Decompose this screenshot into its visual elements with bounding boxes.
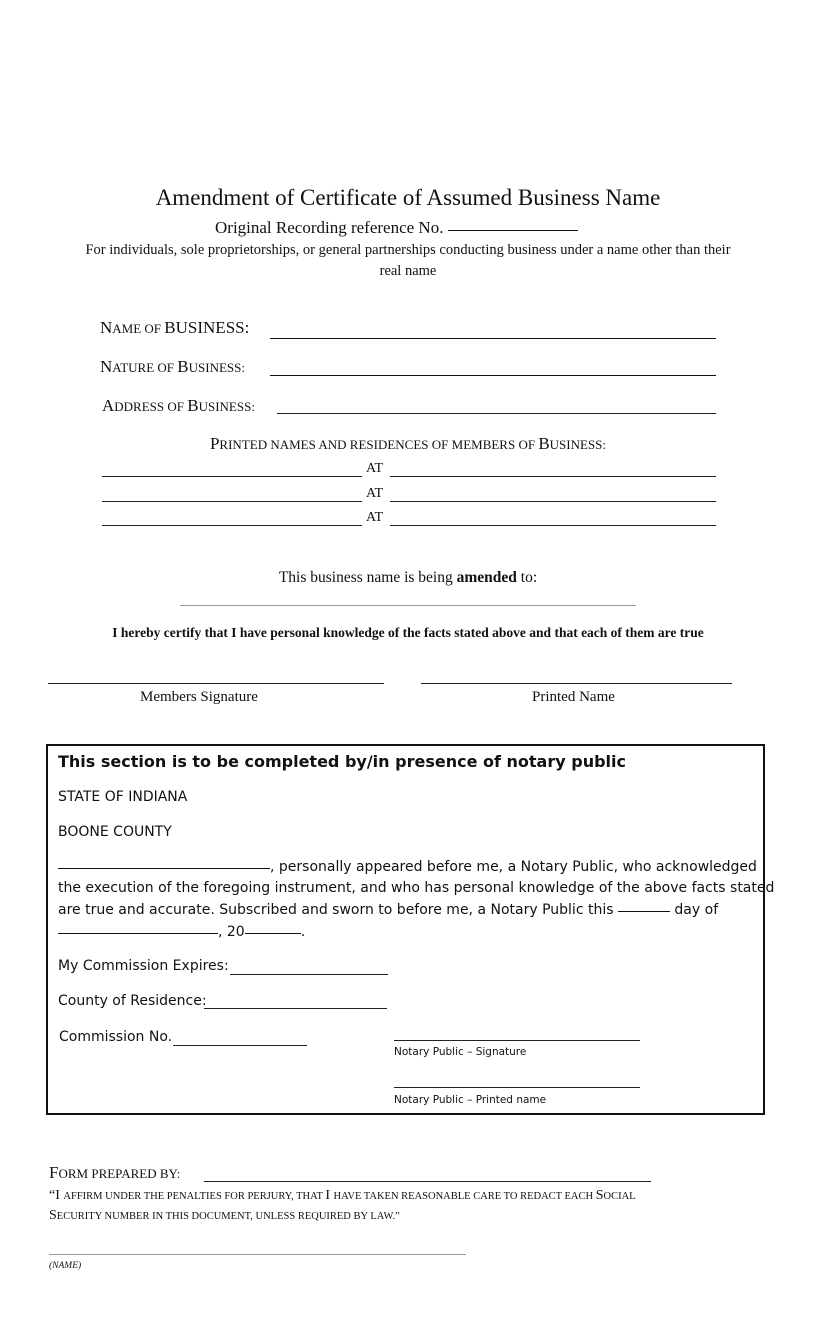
reference-line <box>215 218 578 238</box>
form-prepared-by-label: FORM PREPARED BY: <box>49 1163 181 1182</box>
year-field[interactable] <box>245 932 301 934</box>
member-residence-field-2[interactable] <box>390 501 716 502</box>
notary-paragraph-line2: the execution of the foregoing instrument, and who has personal knowledge of the above facts stated <box>58 880 775 896</box>
notary-county: BOONE COUNTY <box>58 824 172 840</box>
commission-expires-field[interactable] <box>230 974 388 975</box>
at-label-1: AT <box>366 461 384 476</box>
name-of-business-field[interactable] <box>270 338 716 339</box>
address-of-business-field[interactable] <box>277 413 716 414</box>
at-label-2: AT <box>366 486 384 501</box>
members-heading: PRINTED NAMES AND RESIDENCES OF MEMBERS OF BUSINESS: <box>209 434 607 453</box>
address-of-business-label: ADDRESS OF BUSINESS: <box>102 396 255 415</box>
notary-signature-field[interactable] <box>394 1040 640 1041</box>
at-label-3: AT <box>366 510 384 525</box>
member-residence-field-3[interactable] <box>390 525 716 526</box>
amended-name-field[interactable] <box>180 605 636 606</box>
commission-expires-label: My Commission Expires: <box>58 958 229 974</box>
amendment-text: This business name is being amended to: <box>278 569 538 586</box>
reference-number-field[interactable] <box>448 229 578 231</box>
county-of-residence-label: County of Residence: <box>58 993 207 1009</box>
form-prepared-by-field[interactable] <box>204 1181 651 1182</box>
form-subtitle-line1: For individuals, sole proprietorships, or general partnerships conducting business under a name other than their <box>85 242 731 258</box>
notary-printed-name-field[interactable] <box>394 1087 640 1088</box>
member-name-field-1[interactable] <box>102 476 362 477</box>
day-field[interactable] <box>618 910 670 912</box>
notary-paragraph-line3: are true and accurate. Subscribed and sworn to before me, a Notary Public this day of <box>58 902 719 918</box>
commission-no-field[interactable] <box>173 1045 307 1046</box>
notary-signature-label: Notary Public – Signature <box>394 1046 527 1058</box>
affirmation-line1: “I AFFIRM UNDER THE PENALTIES FOR PERJURY, THAT I HAVE TAKEN REASONABLE CARE TO REDACT EACH SOCIAL <box>49 1188 636 1203</box>
member-name-field-2[interactable] <box>102 501 362 502</box>
members-signature-label: Members Signature <box>140 689 258 705</box>
notary-paragraph-line4: , 20 . <box>58 924 305 940</box>
notary-paragraph-line1: , personally appeared before me, a Notary Public, who acknowledged <box>58 859 757 875</box>
commission-no-label: Commission No. <box>59 1029 173 1045</box>
county-of-residence-field[interactable] <box>204 1008 387 1009</box>
member-name-field-3[interactable] <box>102 525 362 526</box>
reference-label: Original Recording reference No. <box>215 218 444 237</box>
printed-name-label: Printed Name <box>532 689 615 705</box>
name-label: (NAME) <box>49 1261 82 1271</box>
members-signature-field[interactable] <box>48 683 384 684</box>
form-title: Amendment of Certificate of Assumed Business Name <box>155 185 661 210</box>
affirmation-line2: SECURITY NUMBER IN THIS DOCUMENT, UNLESS REQUIRED BY LAW.” <box>49 1208 400 1223</box>
appearer-name-field[interactable] <box>58 867 270 869</box>
nature-of-business-field[interactable] <box>270 375 716 376</box>
nature-of-business-label: NATURE OF BUSINESS: <box>100 357 245 376</box>
certify-statement: I hereby certify that I have personal knowledge of the facts stated above and that each of them are true <box>112 625 704 640</box>
notary-heading: This section is to be completed by/in presence of notary public <box>58 752 626 771</box>
notary-printed-name-label: Notary Public – Printed name <box>394 1094 547 1106</box>
member-residence-field-1[interactable] <box>390 476 716 477</box>
name-field[interactable] <box>49 1254 466 1255</box>
form-subtitle-line2: real name <box>379 263 437 279</box>
printed-name-field[interactable] <box>421 683 732 684</box>
name-of-business-label: NAME OF BUSINESS: <box>100 318 250 337</box>
notary-state: STATE OF INDIANA <box>58 789 188 805</box>
month-field[interactable] <box>58 932 218 934</box>
